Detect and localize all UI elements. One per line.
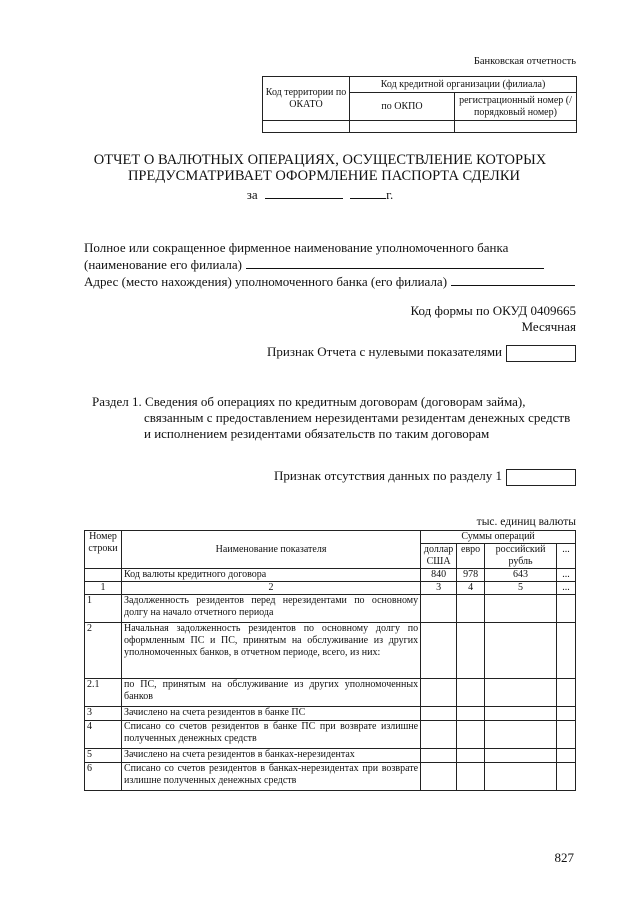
row-number: 1 — [85, 595, 122, 623]
operations-table — [84, 530, 576, 791]
report-title — [0, 152, 640, 184]
zero-flag-row — [267, 344, 576, 362]
bank-address-field[interactable] — [451, 273, 575, 286]
zero-flag-label: Признак Отчета с нулевыми показателями — [267, 344, 502, 359]
row-label: Списано со счетов резидентов в банках-нерезидентах при возврате излишне полученных денежных средств — [121, 763, 420, 791]
form-code-block — [411, 303, 576, 335]
title-line-1: ОТЧЕТ О ВАЛЮТНЫХ ОПЕРАЦИЯХ, ОСУЩЕСТВЛЕНИЕ КОТОРЫХ — [93, 152, 547, 168]
cell-eur[interactable] — [457, 623, 485, 679]
section1-line-1: Раздел 1. Сведения об операциях по кредитным договорам (договорам займа), — [92, 394, 526, 409]
code-more: ... — [557, 569, 576, 582]
row-label: по ПС, принятым на обслуживание из других уполномоченных банков — [121, 679, 420, 707]
colnum-4: 4 — [457, 582, 485, 595]
bank-info — [84, 240, 584, 290]
section1-line-3: и исполнением резидентами обязательств по таким договорам — [144, 426, 490, 441]
title-line-2: ПРЕДУСМАТРИВАЕТ ОФОРМЛЕНИЕ ПАСПОРТА СДЕЛКИ — [127, 168, 521, 184]
no-data-flag-row — [274, 468, 576, 486]
cell-more[interactable] — [557, 749, 576, 763]
okato-value[interactable] — [263, 121, 350, 133]
table-row — [85, 707, 576, 721]
colnum-2: 2 — [121, 582, 420, 595]
date-month-field[interactable] — [265, 186, 343, 199]
cell-eur[interactable] — [457, 749, 485, 763]
colnum-1: 1 — [85, 582, 122, 595]
row-label: Зачислено на счета резидентов в банках-нерезидентах — [121, 749, 420, 763]
no-data-flag-label: Признак отсутствия данных по разделу 1 — [274, 468, 502, 483]
cell-rub[interactable] — [485, 749, 557, 763]
cell-more[interactable] — [557, 595, 576, 623]
section1-line-2: связанным с предоставлением нерезидентами резидентам денежных средств — [144, 410, 571, 425]
zero-flag-box[interactable] — [506, 345, 576, 362]
cell-rub[interactable] — [485, 679, 557, 707]
currency-more-header: ... — [557, 544, 576, 569]
date-prefix: за — [246, 187, 258, 202]
table-row — [85, 595, 576, 623]
reg-number-value[interactable] — [455, 121, 577, 133]
no-data-flag-box[interactable] — [506, 469, 576, 486]
currency-usd-header: доллар США — [421, 544, 457, 569]
column-number-row — [85, 582, 576, 595]
cell-usd[interactable] — [421, 707, 457, 721]
row-number: 6 — [85, 763, 122, 791]
row-label: Списано со счетов резидентов в банке ПС при возврате излишне полученных денежных средств — [121, 721, 420, 749]
row-number: 4 — [85, 721, 122, 749]
code-eur: 978 — [457, 569, 485, 582]
col-name-header: Наименование показателя — [121, 531, 420, 569]
code-rub: 643 — [485, 569, 557, 582]
currency-code-label: Код валюты кредитного договора — [121, 569, 420, 582]
codes-table — [262, 76, 577, 133]
currency-code-row — [85, 569, 576, 582]
table-row — [85, 623, 576, 679]
cell-more[interactable] — [557, 763, 576, 791]
row-label: Задолженность резидентов перед нерезидентами по основному долгу на начало отчетного периода — [121, 595, 420, 623]
table-row — [85, 749, 576, 763]
date-year-field[interactable] — [350, 186, 386, 199]
cell-eur[interactable] — [457, 595, 485, 623]
row-label: Зачислено на счета резидентов в банке ПС — [121, 707, 420, 721]
form-code: Код формы по ОКУД 0409665 — [410, 303, 576, 318]
report-date — [0, 186, 640, 203]
cell-usd[interactable] — [421, 749, 457, 763]
cell-rub[interactable] — [485, 721, 557, 749]
cell-usd[interactable] — [421, 679, 457, 707]
currency-eur-header: евро — [457, 544, 485, 569]
table-row — [85, 679, 576, 707]
cell-usd[interactable] — [421, 721, 457, 749]
cell-more[interactable] — [557, 623, 576, 679]
colnum-5: 5 — [485, 582, 557, 595]
col-sums-header: Суммы операций — [421, 531, 576, 544]
okpo-header: по ОКПО — [350, 93, 455, 121]
table-row — [85, 763, 576, 791]
code-usd: 840 — [421, 569, 457, 582]
units-label: тыс. единиц валюты — [476, 516, 576, 528]
cell-rub[interactable] — [485, 623, 557, 679]
cell-more[interactable] — [557, 721, 576, 749]
bank-address-label: Адрес (место нахождения) уполномоченного банка (его филиала) — [84, 274, 448, 289]
cell-eur[interactable] — [457, 721, 485, 749]
credit-org-header: Код кредитной организации (филиала) — [350, 77, 577, 93]
row-number: 2 — [85, 623, 122, 679]
bank-name-field[interactable] — [246, 256, 544, 269]
cell-eur[interactable] — [457, 707, 485, 721]
okato-header: Код территории по ОКАТО — [263, 77, 350, 121]
currency-rub-header: российский рубль — [485, 544, 557, 569]
form-period: Месячная — [521, 319, 576, 334]
cell-rub[interactable] — [485, 707, 557, 721]
page-number: 827 — [554, 850, 574, 865]
colnum-3: 3 — [421, 582, 457, 595]
col-number-header: Номер строки — [85, 531, 122, 569]
cell-usd[interactable] — [421, 763, 457, 791]
cell-eur[interactable] — [457, 763, 485, 791]
table-row — [85, 721, 576, 749]
colnum-more: ... — [557, 582, 576, 595]
cell-more[interactable] — [557, 707, 576, 721]
cell-usd[interactable] — [421, 623, 457, 679]
reg-number-header: регистрационный номер (/порядковый номер) — [455, 93, 577, 121]
cell-rub[interactable] — [485, 595, 557, 623]
section1-heading — [92, 394, 592, 442]
bank-branch-label: (наименование его филиала) — [84, 257, 242, 272]
bank-name-label: Полное или сокращенное фирменное наименование уполномоченного банка — [84, 240, 509, 255]
okpo-value[interactable] — [350, 121, 455, 133]
row-number: 2.1 — [85, 679, 122, 707]
cell-rub[interactable] — [485, 763, 557, 791]
row-label: Начальная задолженность резидентов по основному долгу по оформленным ПС и ПС, принятым на обслуживание из других уполномоченных банков, в отчетном периоде, всего, из них: — [121, 623, 420, 679]
cell-more[interactable] — [557, 679, 576, 707]
cell-eur[interactable] — [457, 679, 485, 707]
row-number: 5 — [85, 749, 122, 763]
row-number: 3 — [85, 707, 122, 721]
date-suffix: г. — [386, 187, 394, 202]
cell-usd[interactable] — [421, 595, 457, 623]
reporting-label: Банковская отчетность — [473, 56, 576, 67]
